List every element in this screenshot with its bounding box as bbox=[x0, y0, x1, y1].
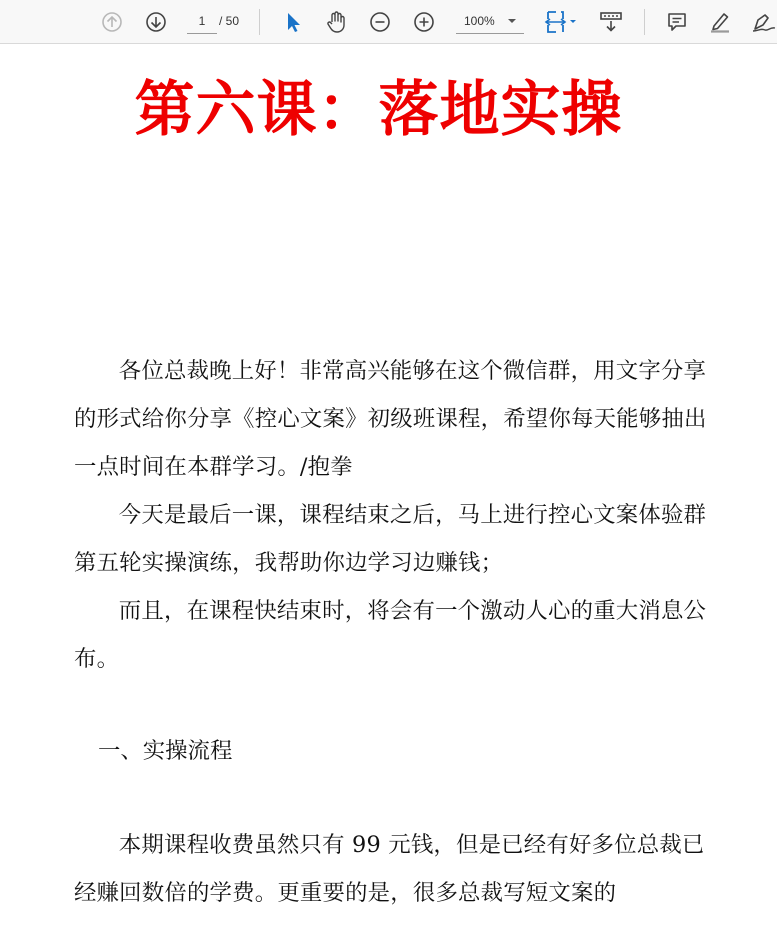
minus-circle-icon bbox=[369, 11, 391, 33]
paragraph-announcement: 而且，在课程快结束时，将会有一个激动人心的重大消息公布。 bbox=[74, 598, 707, 672]
hand-icon bbox=[325, 10, 347, 34]
fit-page-icon bbox=[543, 9, 577, 35]
toolbar-divider bbox=[644, 9, 645, 35]
signature-pen-icon bbox=[751, 11, 777, 33]
plus-circle-icon bbox=[413, 11, 435, 33]
arrow-up-circle-icon bbox=[101, 11, 123, 33]
pdf-toolbar bbox=[0, 0, 777, 44]
comment-icon bbox=[666, 11, 688, 33]
scroll-page-icon bbox=[599, 11, 623, 33]
select-tool-button[interactable] bbox=[278, 7, 308, 37]
scroll-mode-button[interactable] bbox=[596, 7, 626, 37]
zoom-out-button[interactable] bbox=[365, 7, 395, 37]
document-title: 第六课：落地实操 bbox=[134, 75, 623, 145]
arrow-down-circle-icon bbox=[145, 11, 167, 33]
highlight-button[interactable] bbox=[705, 7, 735, 37]
zoom-level-value: 100% bbox=[464, 14, 495, 28]
zoom-in-button[interactable] bbox=[409, 7, 439, 37]
paragraph-last-lesson: 今天是最后一课，课程结束之后，马上进行控心文案体验群第五轮实操演练，我帮助你边学习边赚钱； bbox=[74, 502, 707, 576]
fit-page-button[interactable] bbox=[540, 7, 580, 37]
previous-page-button[interactable] bbox=[97, 7, 127, 37]
page-total-label: / 50 bbox=[219, 14, 240, 28]
section-heading: 一、实操流程 bbox=[98, 738, 233, 764]
next-page-button[interactable] bbox=[141, 7, 171, 37]
page-number-input[interactable]: 1 bbox=[187, 8, 217, 34]
paragraph-course-fee: 本期课程收费虽然只有 99 元钱，但是已经有好多位总裁已经赚回数倍的学费。更重要的是，很多总裁写短文案的 bbox=[74, 832, 705, 906]
paragraph-greeting: 各位总裁晚上好！非常高兴能够在这个微信群，用文字分享的形式给你分享《控心文案》初级班课程，希望你每天能够抽出一点时间在本群学习。/抱拳 bbox=[74, 358, 707, 480]
document-page bbox=[0, 45, 777, 925]
hand-tool-button[interactable] bbox=[321, 7, 351, 37]
chevron-down-icon bbox=[508, 19, 516, 23]
zoom-level-select[interactable] bbox=[456, 8, 524, 34]
toolbar-divider bbox=[259, 9, 260, 35]
cursor-arrow-icon bbox=[283, 11, 303, 33]
highlighter-pen-icon bbox=[708, 11, 732, 33]
comment-button[interactable] bbox=[662, 7, 692, 37]
sign-button[interactable] bbox=[749, 7, 777, 37]
